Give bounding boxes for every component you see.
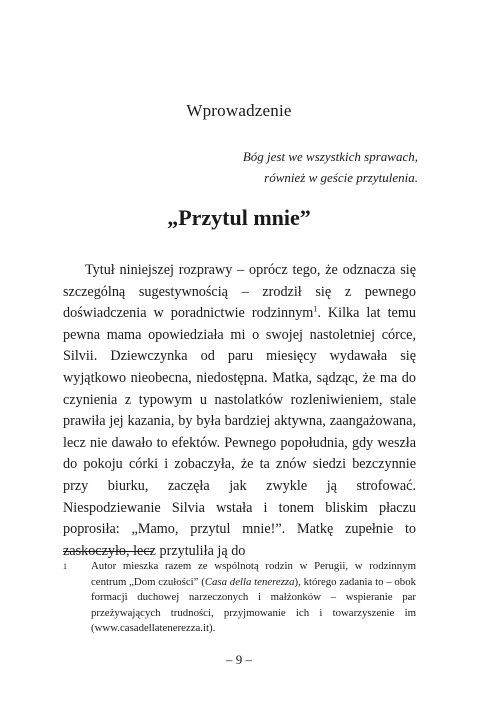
section-title: „Przytul mnie” [167,205,311,230]
paragraph [63,260,416,562]
chapter-heading: Wprowadzenie [186,101,292,120]
footnote-text [91,559,416,637]
paragraph-text: Tytuł niniejszej rozprawy – oprócz tego, że odznacza się szczególną sugestywnością – zrodził się z pewnego doświadczenia w poradnictwie rodzinnym [63,262,416,322]
epigraph-line: Bóg jest we wszystkich sprawach, [242,149,418,164]
page-number: – 9 – [226,652,252,667]
footnote-reference: 1 [313,304,318,314]
footnote-italic-title: Casa della tenerezza [204,575,295,588]
footnote-separator [63,551,153,552]
paragraph-text: . Kilka lat temu pewna mama opowiedziała mi o swojej nastoletniej córce, Silvii. Dziewczynka od paru miesięcy wydawała się wyjątkowo nieobecna, niedostępna. Matka, sądząc, że ma do czynienia z typowym u nastolatków rozleniwieniem, stale prawiła jej kazania, by była bardziej aktywna, zaangażowana, lecz nie dawało to efektów. Pewnego popołudnia, gdy weszła do pokoju córki i zobaczyła, że ta znów siedzi bezczynnie przy biurku, zaczęła jak zwykle ją strofować. Niespodziewanie Silvia wstała i tonem bliskim płaczu poprosiła: „Mamo, przytul mnie!”. Matkę zupełnie to zaskoczyło, lecz przytuliła ją do [63,305,416,559]
footnote-text-part: Autor mieszka razem ze wspólnotą rodzin w Perugii, w rodzinnym centrum „Dom czułości” ( [91,560,416,588]
body-text [63,260,416,562]
footnote-number: 1 [63,562,67,571]
footnote [63,559,416,637]
footnote-text-part: ), którego zadania to – obok formacji duchowej narzeczonych i małżonków – wspieranie par przeżywających trudności, przyjmowanie ich i towarzyszenie im (www.casadellatenerezza.it). [91,575,416,635]
epigraph [243,146,418,188]
epigraph-line: również w geście przytulenia. [264,170,418,185]
